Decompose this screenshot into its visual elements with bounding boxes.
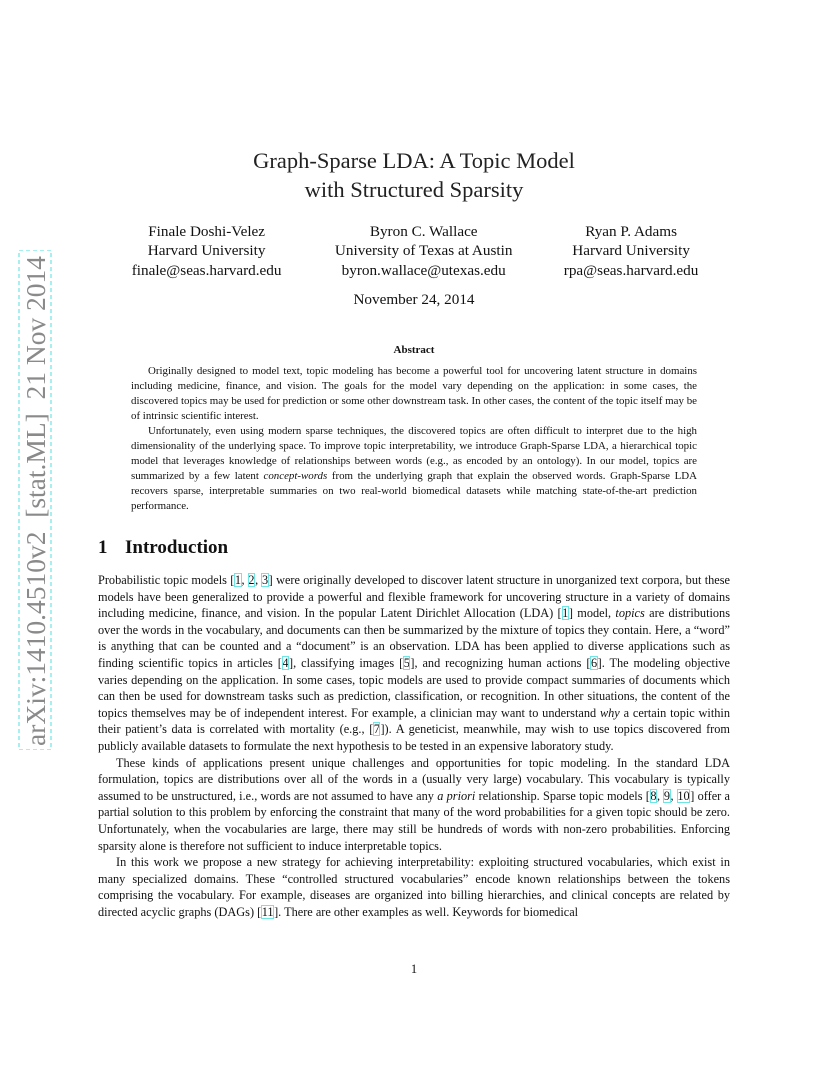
arxiv-identifier-stamp[interactable]: [0, 250, 58, 750]
author-name: Ryan P. Adams: [585, 223, 677, 240]
author-2: [313, 222, 534, 282]
author-email: finale@seas.harvard.edu: [131, 261, 282, 279]
intro-paragraph-2: These kinds of applications present unique challenges and opportunities for topic modeling. In the standard LDA formulation, topics are distributions over all of the words in a (usually very large) vocabulary. This vocabulary is typically assumed to be unstructured, i.e., words are not assumed to have any a priori relationship. Sparse topic models [8, 9, 10] offer a partial solution to this problem by enforcing the constraint that many of the word probabilities for a given topic should be zero. Unfortunately, when the vocabularies are large, there may still be hundreds of words with non-zero probabilities. Enforcing sparsity alone is therefore not sufficient to induce interpretable topics.: [98, 755, 730, 853]
section-heading: [98, 537, 228, 559]
abstract-paragraph-1: Originally designed to model text, topic modeling has become a powerful tool for uncovering latent structure in domains including medicine, finance, and vision. The goals for the model vary depending on the application: in some cases, the discovered topics may be used for prediction or some other downstream task. In other cases, the content of the topic itself may be of intrinsic scientific interest.: [131, 365, 697, 422]
citation-link[interactable]: 5: [403, 655, 410, 670]
emphasis: concept-words: [263, 470, 328, 482]
citation-link[interactable]: 6: [590, 655, 598, 670]
title-line-2: with Structured Sparsity: [304, 177, 524, 202]
author-email: rpa@seas.harvard.edu: [563, 261, 699, 279]
citation-link[interactable]: 1: [234, 573, 242, 587]
citation-link[interactable]: 8: [650, 788, 657, 803]
citation-link[interactable]: 3: [261, 573, 269, 587]
author-block: [100, 222, 728, 282]
citation-link[interactable]: 9: [663, 788, 671, 803]
introduction-body: [98, 572, 730, 920]
citation-link[interactable]: 4: [282, 655, 289, 670]
paper-title: [130, 146, 698, 204]
author-affiliation: University of Texas at Austin: [334, 242, 513, 260]
emphasis: a priori: [437, 788, 476, 803]
author-3: [534, 222, 728, 282]
author-1: [100, 222, 313, 282]
author-affiliation: Harvard University: [572, 242, 690, 260]
emphasis: why: [599, 705, 620, 720]
section-title: Introduction: [125, 537, 229, 558]
author-email: byron.wallace@utexas.edu: [341, 261, 506, 279]
author-affiliation: Harvard University: [147, 242, 266, 260]
abstract-heading: Abstract: [393, 344, 435, 356]
page-number: 1: [410, 962, 418, 976]
citation-link[interactable]: 10: [677, 788, 690, 803]
author-name: Byron C. Wallace: [369, 223, 478, 240]
publication-date: November 24, 2014: [353, 291, 475, 308]
citation-link[interactable]: 1: [562, 606, 569, 621]
citation-link[interactable]: 2: [248, 573, 255, 587]
intro-paragraph-1: Probabilistic topic models [1, 2, 3] were originally developed to discover latent structure in unorganized text corpora, but these models have been generalized to provide a powerful and flexible framework for uncovering structure in a variety of domains including medicine, finance, and vision. In the popular Latent Dirichlet Allocation (LDA) [1] model, topics are distributions over the words in the vocabulary, and documents can then be summarized by the mixture of topics they contain. Here, a “word” is anything that can be counted and a “document” is an observation. LDA has been applied to diverse applications such as finding scientific topics in articles [4], classifying images [5], and recognizing human actions [6]. The modeling objective varies depending on the application. In some cases, topic models are used to provide compact summaries of documents which can then be used for downstream tasks such as prediction, classification, or recognition. In other situations, the content of the topics themselves may be of independent interest. For example, a clinician may want to understand why a certain topic within their patient’s data is correlated with mortality (e.g., [7]). A geneticist, meanwhile, may wish to use topics discovered from publicly available datasets to formulate the next hypothesis to be tested in an expensive laboratory study.: [98, 573, 731, 753]
arxiv-id-text: arXiv:1410.4510v2 [stat.ML] 21 Nov 2014: [21, 264, 51, 746]
abstract-body: [131, 364, 697, 514]
abstract-paragraph-2: Unfortunately, even using modern sparse techniques, the discovered topics are often difficult to interpret due to the high dimensionality of the underlying space. To improve topic interpretability, we introduce Graph-Sparse LDA, a hierarchical topic model that leverages knowledge of relationships between words (e.g., as encoded by an ontology). In our model, topics are summarized by a few latent concept-words from the underlying graph that explain the observed words. Graph-Sparse LDA recovers sparse, interpretable summaries on two real-world biomedical datasets while matching state-of-the-art prediction performance.: [131, 425, 697, 512]
title-line-1: Graph-Sparse LDA: A Topic Model: [253, 148, 575, 173]
emphasis: topics: [615, 606, 645, 621]
section-number: 1: [98, 537, 108, 558]
author-name: Finale Doshi-Velez: [148, 223, 266, 240]
intro-paragraph-3: In this work we propose a new strategy for achieving interpretability: exploiting structured vocabularies, which exist in many specialized domains. These “controlled structured vocabularies” encode known relationships between the tokens comprising the vocabulary. For example, diseases are organized into billing hierarchies, and clinical concepts are related by directed acyclic graphs (DAGs) [11]. There are other examples as well. Keywords for biomedical: [98, 855, 730, 919]
citation-link[interactable]: 7: [373, 722, 380, 737]
citation-link[interactable]: 11: [261, 904, 274, 919]
